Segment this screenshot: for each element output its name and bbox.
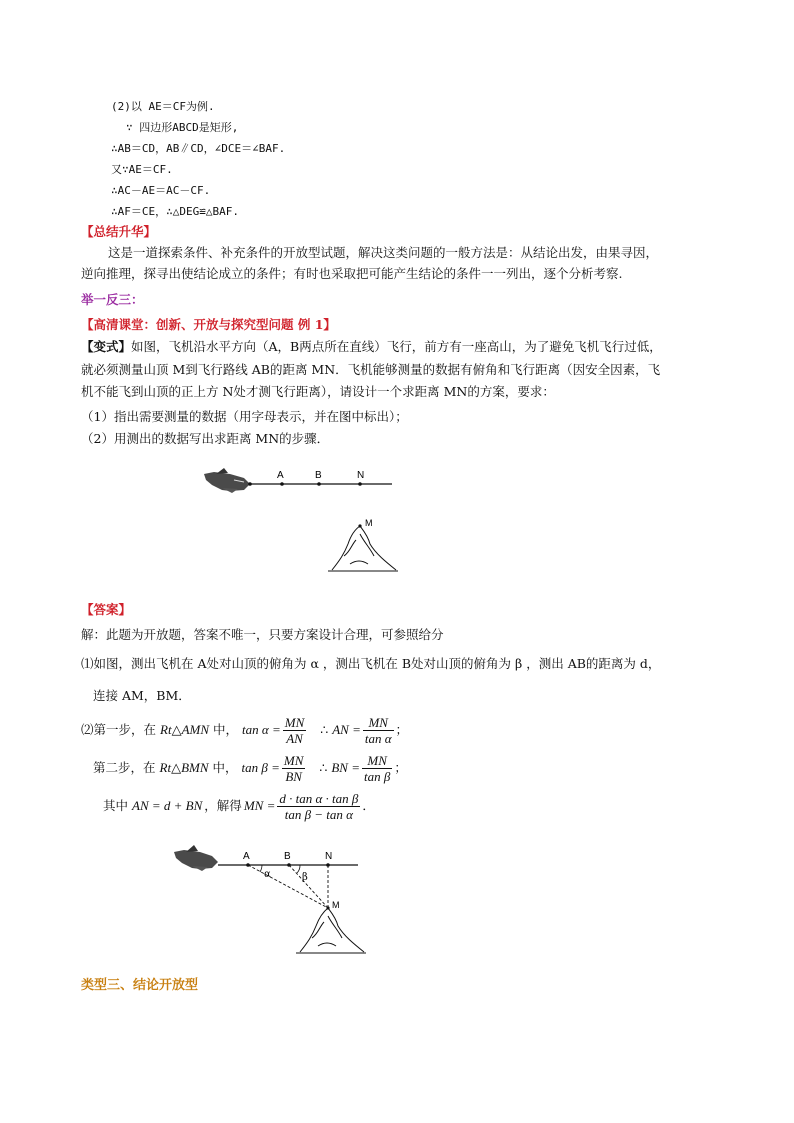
summary-text-1: 这是一道探索条件、补充条件的开放型试题，解决这类问题的一般方法是：从结论出发，由果寻因， [108, 245, 659, 260]
variant-tag: 【变式】 [81, 339, 132, 354]
angle-alpha-arc [260, 865, 262, 872]
line-bm [289, 865, 328, 908]
proof-line-2: ∵ 四边形ABCD是矩形, [126, 121, 239, 134]
triangle-amn: Rt△AMN [160, 722, 210, 737]
an-sum: AN = d + BN [132, 798, 203, 813]
answer-intro: 解：此题为开放题，答案不唯一，只要方案设计合理，可参照给分 [81, 627, 444, 642]
period: ． [362, 798, 375, 813]
mountain-icon [296, 908, 366, 953]
frac-den-tanbeta: tan β [363, 768, 391, 784]
frac-num-mn: MN [284, 714, 305, 730]
answer-figure [170, 840, 370, 958]
step2-prefix: ⑵第一步，在 [81, 722, 157, 737]
mountain-icon [328, 526, 398, 571]
frac-result-num: d · tan α · tan β [279, 790, 359, 806]
semicolon-1: ； [395, 722, 409, 737]
answer-step-1b: 连接 AM，BM． [93, 688, 191, 703]
lesson-heading: 【高清课堂：创新、开放与探究型问题 例 1】 [81, 317, 336, 332]
tan-alpha-eq: tan α = [242, 722, 281, 737]
label-alpha: α [264, 869, 271, 880]
label-beta: β [302, 872, 308, 883]
point-a [280, 482, 284, 486]
airplane-icon [204, 468, 250, 493]
step4-mid: ，解得 [204, 798, 242, 813]
triangle-bmn: Rt△BMN [159, 760, 209, 775]
frac-mn-bn [282, 753, 306, 784]
practice-heading: 举一反三： [81, 292, 144, 307]
an-eq: AN = [332, 722, 361, 737]
problem-figure [200, 464, 400, 576]
label-n: N [325, 851, 333, 862]
answer-step-1: ⑴如图，测出飞机在 A处对山顶的俯角为 α ，测出飞机在 B处对山顶的俯角为 β ，测出 AB的距离为 d， [81, 656, 661, 671]
frac-mn-tanbeta [362, 753, 392, 784]
label-a: A [277, 470, 284, 481]
answer-step-3 [93, 750, 407, 786]
angle-beta-arc [297, 865, 300, 873]
step2-mid: 中， [213, 722, 239, 737]
therefore-2: ∴ [319, 760, 328, 775]
plane-point [248, 482, 252, 486]
section-heading: 类型三、结论开放型 [81, 978, 199, 993]
tan-beta-eq: tan β = [241, 760, 280, 775]
semicolon-2: ； [394, 760, 407, 775]
label-b: B [284, 851, 291, 862]
airplane-icon [174, 845, 218, 871]
step3-mid: 中， [212, 760, 238, 775]
label-n: N [357, 470, 365, 481]
mn-eq: MN = [243, 798, 276, 813]
variant-text-3: 机不能飞到山顶的正上方 N处才测飞行距离），请设计一个求距离 MN的方案，要求： [81, 384, 555, 399]
answer-step-4 [103, 788, 375, 824]
step4-prefix: 其中 [103, 798, 129, 813]
answer-heading: 【答案】 [81, 602, 132, 617]
proof-line-1: (2)以 AE＝CF为例. [111, 100, 215, 113]
frac-den-tanalpha: tan α [364, 730, 392, 746]
point-m [358, 524, 361, 527]
therefore-1: ∴ [320, 722, 329, 737]
frac-result [277, 791, 360, 822]
frac-den-an: AN [286, 730, 303, 746]
label-m: M [332, 900, 340, 910]
frac-result-den: tan β − tan α [284, 806, 353, 822]
point-b [317, 482, 321, 486]
summary-text-2: 逆向推理，探寻出使结论成立的条件；有时也采取把可能产生结论的条件一一列出，逐个分析考察. [81, 266, 623, 281]
variant-item-2: （2）用测出的数据写出求距离 MN的步骤． [81, 431, 330, 446]
label-m: M [365, 518, 373, 528]
frac-mn-tanalpha [363, 715, 394, 746]
frac-mn-an [283, 715, 307, 746]
bn-eq: BN = [331, 760, 360, 775]
point-m [326, 906, 329, 909]
label-b: B [315, 470, 322, 481]
proof-line-4: 又∵AE＝CF. [111, 163, 173, 176]
point-n [358, 482, 362, 486]
frac-den-bn: BN [285, 768, 302, 784]
variant-text-1: 如图，飞机沿水平方向（A，B两点所在直线）飞行，前方有一座高山，为了避免飞机飞行过低， [131, 339, 662, 354]
proof-line-3: ∴AB＝CD，AB∥CD，∠DCE＝∠BAF. [111, 142, 286, 155]
variant-line-1 [81, 339, 662, 355]
answer-step-2 [81, 712, 408, 748]
frac-num-mn-3: MN [283, 752, 304, 768]
variant-text-2: 就必须测量山顶 M到飞行路线 AB的距离 MN．飞机能够测量的数据有俯角和飞行距离（因安全因素，飞 [81, 362, 661, 377]
frac-num-mn-4: MN [362, 753, 392, 769]
proof-line-6: ∴AF＝CE，∴△DEG≌△BAF. [111, 205, 239, 218]
summary-heading: 【总结升华】 [81, 224, 157, 239]
variant-item-1: （1）指出需要测量的数据（用字母表示，并在图中标出）； [81, 409, 408, 424]
frac-num-mn-2: MN [363, 715, 394, 731]
proof-line-5: ∴AC－AE＝AC－CF. [111, 184, 211, 197]
label-a: A [243, 851, 250, 862]
step3-prefix: 第二步，在 [93, 760, 156, 775]
